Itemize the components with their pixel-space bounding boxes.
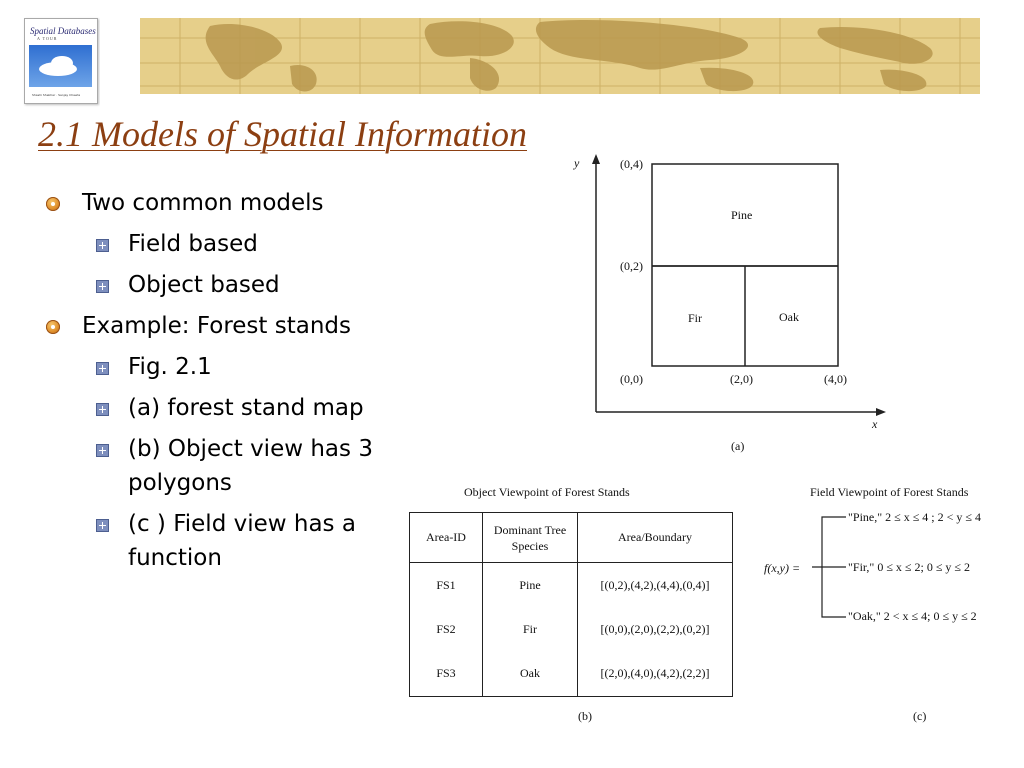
function-brace [812,512,852,624]
object-view-title: Object Viewpoint of Forest Stands [464,485,630,499]
table-cell: [(0,0),(2,0),(2,2),(0,2)] [578,607,733,651]
corner-label: (4,0) [824,372,847,386]
table-cell: FS1 [410,563,483,608]
corner-label: (2,0) [730,372,753,386]
page-title: 2.1 Models of Spatial Information [38,114,527,154]
sub-bullet-icon [96,519,109,532]
y-axis-label: y [574,156,580,170]
sub-bullet-text: Object based [128,272,280,298]
sub-bullet-text: (c ) Field view has a function [128,511,356,571]
table-cell: [(0,2),(4,2),(4,4),(0,4)] [578,563,733,608]
world-map-banner [140,18,980,94]
corner-label: (0,4) [620,157,643,171]
table-cell: FS3 [410,652,483,697]
corner-label: (0,2) [620,259,643,273]
banner-curve-graphic [100,10,260,106]
function-case: "Fir," 0 ≤ x ≤ 2; 0 ≤ y ≤ 2 [848,560,970,574]
figure-caption-a: (a) [731,439,745,453]
bullet-text: Two common models [82,190,324,216]
figure-caption-b: (b) [578,709,592,723]
object-view-table [409,512,733,697]
table-cell: Fir [483,607,578,651]
table-cell: Oak [483,652,578,697]
table-header: Dominant Tree Species [483,513,578,563]
forest-stand-map [560,150,900,450]
table-row [410,652,733,697]
field-view-title: Field Viewpoint of Forest Stands [810,485,969,499]
table-cell: [(2,0),(4,0),(4,2),(2,2)] [578,652,733,697]
sub-bullet-icon [96,280,109,293]
book-cover-image [24,18,98,104]
table-row [410,607,733,651]
corner-label: (0,0) [620,372,643,386]
bullet-icon [46,197,60,211]
bullet-icon [46,320,60,334]
book-cover-title: Spatial Databases [30,26,96,36]
bullet-text: Example: Forest stands [82,313,351,339]
cloud-image [29,45,92,87]
sub-bullet-icon [96,403,109,416]
book-cover-authors: Shashi Shekhar · Sanjay Chawla [32,93,81,97]
function-case: "Pine," 2 ≤ x ≤ 4 ; 2 < y ≤ 4 [848,510,981,524]
figure-caption-c: (c) [913,709,927,723]
table-header-row [410,513,733,563]
sub-bullet-text: (b) Object view has 3 polygons [128,436,373,496]
table-header: Area/Boundary [578,513,733,563]
table-cell: Pine [483,563,578,608]
function-label: f(x,y) = [764,561,801,575]
book-cover-subtitle: A TOUR [37,36,58,41]
region-label-oak: Oak [779,310,799,324]
sub-bullet-icon [96,444,109,457]
region-label-pine: Pine [731,208,753,222]
function-case: "Oak," 2 < x ≤ 4; 0 ≤ y ≤ 2 [848,609,977,623]
table-cell: FS2 [410,607,483,651]
sub-bullet-icon [96,362,109,375]
world-map-graphic [140,18,980,94]
sub-bullet-text: Fig. 2.1 [128,354,212,380]
sub-bullet-icon [96,239,109,252]
sub-bullet-text: Field based [128,231,258,257]
table-header: Area-ID [410,513,483,563]
table-row [410,563,733,608]
x-axis-label: x [872,417,878,431]
region-label-fir: Fir [688,311,703,325]
sub-bullet-text: (a) forest stand map [128,395,364,421]
